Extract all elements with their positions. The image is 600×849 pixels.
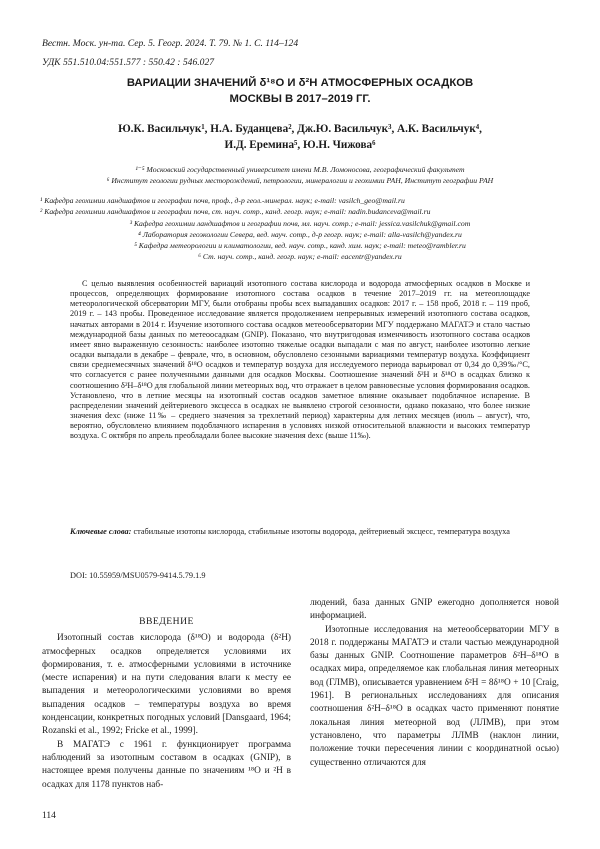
contact-5: ⁵ Кафедра метеорологии и климатологии, вед. науч. сотр., канд. хим. наук; e-mail: meteo@rambler.ru	[134, 241, 466, 251]
keywords-label: Ключевые слова:	[70, 527, 132, 536]
udk-code: УДК 551.510.04:551.577 : 550.42 : 546.027	[42, 57, 215, 68]
title-line-1: ВАРИАЦИИ ЗНАЧЕНИЙ δ¹⁸O И δ²H АТМОСФЕРНЫХ ОСАДКОВ	[126, 77, 474, 89]
affiliation-1: ¹⁻⁵ Московский государственный университет имени М.В. Ломоносова, географический факультет	[135, 165, 465, 174]
authors-line-2: И.Д. Еремина⁵, Ю.Н. Чижова⁶	[224, 139, 376, 151]
keywords	[70, 526, 530, 537]
section-heading-introduction: ВВЕДЕНИЕ	[139, 616, 194, 627]
abstract: С целью выявления особенностей вариаций изотопного состава кислорода и водорода атмосферных осадков в Москве и процессов, определяющих формирование изотопного состава осадков в течение 2017–2019 гг. на метеоплощадке метеорологической обсерватории МГУ, были отобраны пробы всех выпадавших осадков: 2017 г. – 158 проб, 2018 г. – 119 проб, 2019 г. – 143 пробы. Проведенное исследование является продолжением непрерывных измерений изотопного состава осадков, начатых авторами в 2014 г. Изучение изотопного состава осадков метеообсерватории МГУ поддержано МАГАТЭ и стало частью международной базы данных по метеоосадкам (GNIP). Показано, что внутригодовая изменчивость изотопного состава осадков имеет явно выраженную сезонность: наиболее изотопно тяжелые осадки выпадали с мая по август, наиболее изотопно легкие осадки выпадали в декабре – феврале, что, в основном, обусловлено сезонными вариациями температур воздуха. Коэффициент связи среднемесячных значений δ¹⁸O осадков и температур воздуха для исследуемого периода варьировал от 0,34 до 0,39‰/°С, что согласуется с ранее полученными данными для осадков Москвы. Соотношение значений δ²H и δ¹⁸O в осадках близко к соотношению δ²H–δ¹⁸O для глобальной линии метеорных вод, что отражает в целом равновесные условия формирования осадков. Установлено, что в летние месяцы на изотопный состав осадков заметное влияние оказывает подоблачное испарение. В распределении значений дейтериевого эксцесса в осадках не выявлено строгой сезонности, однако показано, что более низкие значения dexc (ниже 11‰ – среднего значения за трехлетний период) характерны для летних месяцев (июль – август), что, вероятно, обусловлено влиянием подоблачного испарения в условиях низкой относительной влажности и высоких температур воздуха. С октября по апрель преобладали более высокие значения dexc (выше 11‰).	[70, 279, 530, 441]
paragraph: Изотопные исследования на метеообсерватории МГУ в 2018 г. поддержаны МАГАТЭ и стали частью международной базы данных GNIP. Соотношение параметров δ²H–δ¹⁸O в осадках мира, определяемое как глобальная линия метеорных вод (ГЛМВ), описывается уравнением δ²H = 8δ¹⁸O + 10 [Craig, 1961]. В региональных исследованиях для описания соотношения δ²H–δ¹⁸O в осадках часто применяют понятие локальная линия метеорной вод (ЛЛМВ), при этом установлено, что параметры ЛЛМВ (наклон линии, положение точки пересечения линии с координатной осью) существенно отличаются для	[310, 624, 559, 768]
paragraph: Изотопный состав кислорода (δ¹⁸O) и водорода (δ²H) атмосферных осадков определяется условиями их формирования, т. е. атмосферными условиями в источнике (месте испарения) и на пути следования влаги к месту ее выпадения и метеорологическими условиями во время выпадения осадков – температуры воздуха во время конденсации, конкретных погодных условий [Dansgaard, 1964; Rozanski et al., 1992; Fricke et al., 1999].	[42, 633, 291, 737]
authors-line-1: Ю.К. Васильчук¹, Н.А. Буданцева², Дж.Ю. Васильчук³, А.К. Васильчук⁴,	[118, 123, 482, 135]
author-list	[40, 121, 560, 153]
affiliations	[40, 164, 560, 186]
keywords-text: стабильные изотопы кислорода, стабильные изотопы водорода, дейтериевый эксцесс, температура воздуха	[133, 527, 510, 536]
contact-6: ⁶ Ст. науч. сотр., канд. геогр. наук; e-mail: eacentr@yandex.ru	[198, 252, 402, 262]
paragraph: В МАГАТЭ с 1961 г. функционирует программа наблюдений за изотопным составом в осадках (GNIP), в настоящее время получены данные по значениям ¹⁸O и ²H в осадках для 1178 пунктов наб-	[42, 739, 291, 790]
affiliation-2: ⁶ Институт геологии рудных месторождений, петрологии, минералогии и геохимии РАН, Институт географии РАН	[106, 176, 494, 185]
title-line-2: МОСКВЫ В 2017–2019 ГГ.	[229, 93, 371, 105]
contact-2: ² Кафедра геохимии ландшафтов и географии почв, ст. науч. сотр., канд. геогр. наук; e-mail: nadin.budanceva@mail.ru	[40, 207, 431, 217]
doi: DOI: 10.55959/MSU0579-9414.5.79.1.9	[70, 571, 206, 580]
right-column	[310, 597, 559, 770]
contact-1: ¹ Кафедра геохимии ландшафтов и географии почв, проф., д-р геол.-минерал. наук; e-mail: vasilch_geo@mail.ru	[40, 196, 405, 205]
author-contacts	[40, 195, 560, 263]
paragraph: людений, база данных GNIP ежегодно дополняется новой информацией.	[310, 598, 559, 622]
contact-3: ³ Кафедра геохимии ландшафтов и географии почв, мл. науч. сотр.; e-mail: jessica.vasilchuk@gmail.com	[129, 218, 471, 228]
journal-header: Вестн. Моск. ун-та. Сер. 5. Геогр. 2024. Т. 79. № 1. С. 114–124	[42, 38, 299, 49]
page-number: 114	[42, 811, 56, 821]
article-title	[40, 75, 560, 107]
left-column	[42, 615, 291, 792]
contact-4: ⁴ Лаборатория геоэкологии Севера, вед. науч. сотр., д-р геогр. наук; e-mail: alla-vasilch@yandex.ru	[138, 229, 462, 239]
